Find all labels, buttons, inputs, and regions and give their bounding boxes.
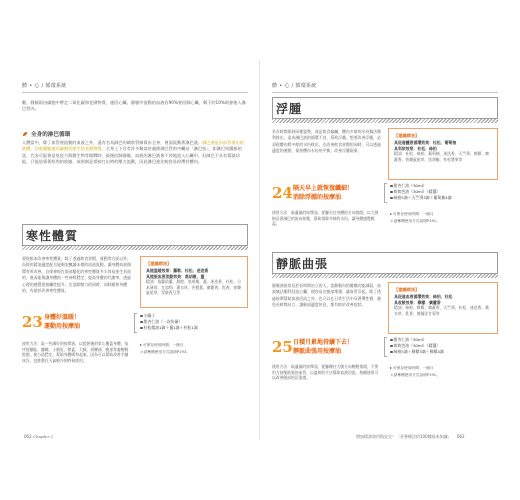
recipe-reference-note: ＊請參閱使用方式說明P191。 <box>390 219 440 223</box>
oil-box-label: 【建議精油】 <box>146 261 172 266</box>
left-footer <box>24 434 53 439</box>
oil-box-line1: 具促進血液循環效果：絲柏、杜松 <box>394 294 453 299</box>
ingredient-item: 荷荷芭油（30ml）（精選） <box>390 343 444 349</box>
ingredient-bracket <box>384 337 387 357</box>
bullet-icon <box>390 197 393 200</box>
recipe-reference-note: ＊請參閱使用方式說明P193。 <box>140 350 190 354</box>
bullet-icon <box>390 351 393 354</box>
recipe-title-line2: 靜脈曲張用按摩油 <box>293 348 342 355</box>
ingredient-item: 絲柏5滴＋檸檬3滴＋檸檬4滴 <box>390 349 444 355</box>
ingredient-list <box>140 313 198 331</box>
recipe-title-line2: 消除浮腫的按摩油 <box>293 194 342 201</box>
cold-paragraph: 要從根本改善寒性體質，除了透過飲食習慣、運動等方面以外，而使用精油適度配合能夠安撫讓末梢的血液流動，讓身體血液循環有所改善。自律神經在面部變化的寒性體質多半容易產生負面的，進而能夠讓身體的一些神經穩定、提高身體的代謝率，透過心理的感覺從接觸性提升，在消除壓力的同時，同時緩和身體的，有助於改善寒性體質。 <box>22 256 131 294</box>
oil-box-line2: 具收斂效果：檸檬、廣藿香 <box>394 299 441 305</box>
swelling-title: 浮腫 <box>276 102 303 116</box>
recipe-title-line1: 日積月累地持續下去！ <box>293 339 354 346</box>
cold-title: 寒性體質 <box>26 229 79 243</box>
lymph-paragraph-prefix: 人體當中，除了血管裡流動的血液之外，還有名為淋巴的網狀管線貫布全身，裡面流動著淋巴液。 <box>22 140 203 145</box>
lymph-paragraph <box>22 140 248 166</box>
ingredient-list <box>390 183 452 201</box>
varicose-oil-box <box>388 282 498 334</box>
ingredient-item: 杜松精油1滴＋薑1滴＋杜松1滴 <box>140 325 198 331</box>
header-rule <box>272 92 498 93</box>
oil-box-line1: 具提溫暖效果：羅勒、杜松、迷迭香 <box>146 268 209 273</box>
page-number: 062 <box>24 434 32 439</box>
oil-box-body: 精油：杜松、絲柏、葡萄柚、迷迭香、天竺葵、檸檬、廣藿香、快樂鼠尾草、黑胡椒、杜松漿果等 <box>394 151 489 162</box>
oil-box-body: 精油：依蘭依蘭、甜橙、黑胡椒、薑、迷迭香、杜松、日本薄荷、尤加利、薰衣草、苦橙葉、廣藿香、乳香、快樂鼠尾草、零陵香豆等 <box>146 279 241 296</box>
ingredient-list <box>390 337 444 355</box>
recipe-title-line1: 身體好溫暖！ <box>44 314 81 321</box>
right-page <box>260 0 520 500</box>
swelling-paragraph: 若長時間保持同樣姿勢，或是飲食偏鹹，體內多餘的水份無法順利排出，造成淋巴液的循環不良，導致浮腫。想要改善浮腫，必須從體內將多餘的水份排出，在改善飲食習慣的同時，可以透過適度的運動，保持體內水份的平衡，改善浮腫現象。 <box>272 129 381 154</box>
ingredient-item: 荷荷芭油（30ml）（精選） <box>390 189 452 195</box>
oil-box-line2: 具利尿效果：杜松、絲柏 <box>394 145 437 151</box>
oil-box-label: 【建議精油】 <box>394 287 420 292</box>
lymph-paragraph-emphasis: 淋巴液是由血管滲出的液體，回收靜脈運送細胞所產生的老廢物質。 <box>22 140 244 152</box>
recipe-title-line1: 隔天早上就恢復纖細！ <box>293 185 354 192</box>
recipe-number: 23 <box>22 313 43 331</box>
recipe-number: 24 <box>272 184 293 202</box>
ingredient-item: 絲柏5滴＋天竺葵3滴＋葡萄柚4滴 <box>390 195 452 201</box>
arrow-right-icon <box>390 213 392 215</box>
oil-box-label: 【建議精油】 <box>394 133 420 138</box>
chapter-label: Chapter 2 <box>32 434 54 439</box>
right-footer <box>356 434 465 440</box>
recipe-number: 25 <box>272 338 293 356</box>
lymph-heading <box>22 130 70 138</box>
oil-box-body: 精油：絲柏、檸檬、廣藿香、天竺葵、杜松、迷迭香、薰衣草、乳香、德國洋甘菊等 <box>394 305 489 316</box>
swelling-title-box <box>272 97 498 119</box>
page-number: 063 <box>456 434 465 439</box>
bullet-icon <box>140 315 143 318</box>
running-header: 體 • 心 ∕ 循環系統 <box>272 83 317 89</box>
arrow-right-icon <box>390 367 392 369</box>
ingredient-item: 甜杏仁油（30ml） <box>390 183 452 189</box>
footer-book-title: 增加精油效用與安全！「芳香療法的100種基本知識」 <box>356 434 452 439</box>
title-hatch-divider <box>272 274 498 278</box>
lymph-heading-text: 全身的淋巴循環 <box>31 132 71 138</box>
varicose-paragraph: 靜脈曲張常見於長時間站立的人，當靜脈內的瓣膜功能減弱，血液無法順利回流心臟，便容易在腿部堆積，讓血管浮起。除了透過按摩幫助血液回流之外，也可以在日常生活中穿著彈性襪、避免長時間站立、讓腿部適度休息，都有助於改善症狀。 <box>272 283 381 308</box>
recipe-how-to: 使用方法：取適量的按摩油，從腳踝往大腿方向輕輕推開，不要用力按壓曲張的血管，以溫和的手法幫助血液回流，持續使用可以改善腿部的沉重感。 <box>272 364 379 381</box>
varicose-title: 靜脈曲張 <box>276 257 329 271</box>
cold-oil-box <box>140 256 248 308</box>
recipe-storage-note: 可保存使用時間：一個月 <box>390 366 498 372</box>
recipe-how-to: 使用方法：取一些調好的按摩油，以搓熱後的掌心覆蓋身體，依序從腳趾、腳踝、小腿肚、膝蓋、大腿、到腰部、腹部等處輕輕推開，使力道穩定，幫助身體暖和起來。因為可以幫助改善手腳冰冷，也推薦在天氣較冷的時候使用。 <box>22 341 129 363</box>
ingredient-item: 甜杏仁油（30ml） <box>390 337 444 343</box>
ingredient-item: 小蘇子 <box>140 313 198 319</box>
running-header: 體 • 心 ∕ 循環系統 <box>22 83 67 89</box>
ingredient-bracket <box>134 313 137 333</box>
recipe-how-to: 使用方法：取適量的按摩油，從腳尖往身體的方向推開，以大拇指沿著淋巴的流向按壓，幫助排除多餘的水份，讓身體感覺輕盈。 <box>272 210 379 227</box>
header-rule <box>22 92 248 93</box>
title-hatch-divider <box>272 119 498 123</box>
title-hatch-divider <box>22 246 248 250</box>
bullet-icon <box>390 345 393 348</box>
bullet-icon <box>140 321 143 324</box>
intro-paragraph: 數，靜脈則由細胞中帶走二氧化碳和老廢物質，運回心臟。靜脈中流動的血液有90%會回歸心臟，剩下的10%則會進入淋巴管內。 <box>22 100 246 112</box>
recipe-storage-note: 可保存使用時間：一個月 <box>390 212 498 218</box>
oil-box-line2: 具提振血液流動效果：黑胡椒、薑 <box>146 273 205 279</box>
bullet-icon <box>390 191 393 194</box>
recipe-reference-note: ＊請參閱使用方式說明P191。 <box>390 373 440 377</box>
ingredient-item: 甜杏仁油（一次份量） <box>140 319 198 325</box>
ingredient-bracket <box>384 183 387 203</box>
oil-box-line1: 具促進體液循環效果：杜松、葡萄柚 <box>394 140 457 145</box>
swelling-oil-box <box>388 128 498 180</box>
leaf-icon <box>22 131 28 137</box>
arrow-right-icon <box>140 344 142 346</box>
recipe-title-line2: 運動用按摩油 <box>44 323 81 330</box>
bullet-icon <box>390 185 393 188</box>
bullet-icon <box>140 327 143 330</box>
bullet-icon <box>390 339 393 342</box>
lymph-paragraph-suffix: 全身上下存有許多類似於處理淋巴管的中繼站「淋巴結」，如淋巴結腫脹的話，代表可能會是免疫力與微生物等做戰時，最後回歸靜脈，血液的淋巴液會不停地流入心臟中，但淋巴不具有幫浦功能，只能依靠著肌肉的收縮、或則刻意揉按打出時的壓力流動，因此淋巴液比較容易停滯於體內。 <box>22 146 242 165</box>
recipe-storage-note: 可保存使用時間：一個月 <box>140 343 248 349</box>
